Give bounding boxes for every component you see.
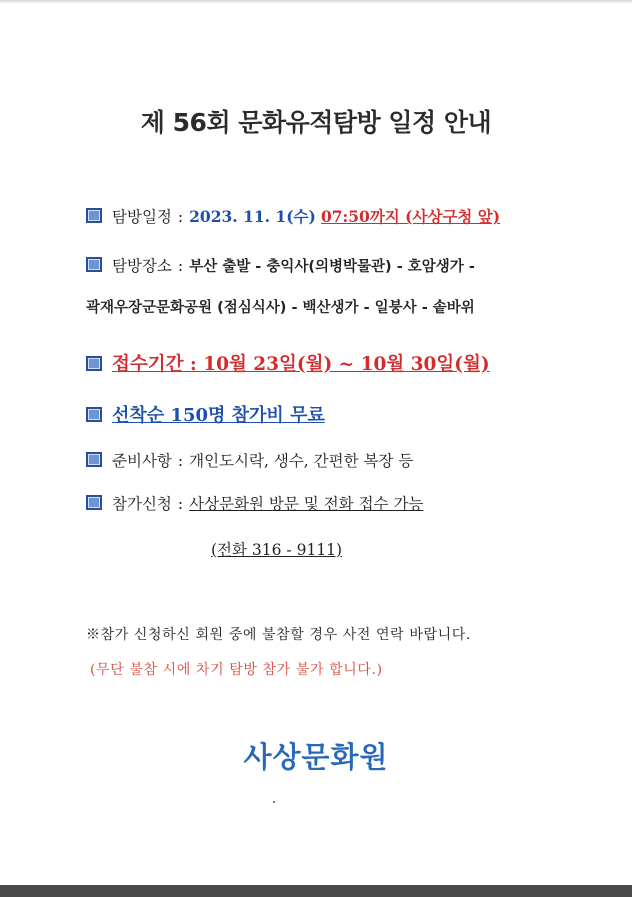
apply-colon: : — [177, 495, 184, 513]
apply-phone: (전화 316 - 9111) — [211, 541, 343, 559]
square-bullet-icon — [86, 495, 102, 510]
square-bullet-icon — [86, 407, 102, 422]
page-title: 제 56회 문화유적탐방 일정 안내 — [140, 108, 492, 137]
first-come-notice: 선착순 150명 참가비 무료 — [112, 405, 325, 426]
apply-label: 참가신청 — [112, 495, 172, 513]
schedule-time: 07:50까지 (사상구청 앞) — [320, 207, 501, 226]
note-line-2: (무단 불참 시에 차기 탐방 참가 불가 합니다.) — [90, 662, 383, 678]
first-come-row — [86, 401, 325, 427]
place-colon: : — [177, 257, 184, 275]
prep-colon: : — [177, 452, 184, 470]
prep-label: 준비사항 — [112, 452, 172, 470]
schedule-date: 2023. 11. 1(수) — [189, 207, 316, 226]
note-line-1: ※참가 신청하신 회원 중에 불참할 경우 사전 연락 바랍니다. — [86, 627, 471, 643]
prep-value: 개인도시락, 생수, 간편한 복장 등 — [189, 452, 414, 470]
reception-row — [86, 350, 490, 376]
schedule-row — [86, 205, 500, 227]
place-row-continued — [86, 296, 475, 317]
square-bullet-icon — [86, 208, 102, 223]
schedule-label: 탐방일정 — [112, 208, 172, 226]
page-bottom-edge — [0, 885, 632, 897]
apply-row — [86, 492, 423, 514]
square-bullet-icon — [86, 356, 102, 371]
place-row — [86, 254, 475, 276]
reception-period: 접수기간 : 10월 23일(월) ~ 10월 30일(월) — [112, 354, 490, 375]
place-route-line1: 부산 출발 - 충익사(의병박물관) - 호암생가 - — [189, 259, 475, 275]
prep-row — [86, 449, 413, 471]
square-bullet-icon — [86, 452, 102, 467]
apply-phone-row — [211, 538, 342, 560]
organization-name: 사상문화원 — [243, 740, 389, 774]
place-route-line2: 곽재우장군문화공원 (점심식사) - 백산생가 - 일붕사 - 솥바위 — [86, 300, 475, 316]
stray-dot — [273, 801, 275, 803]
schedule-colon: : — [177, 208, 184, 226]
place-label: 탐방장소 — [112, 257, 172, 275]
apply-value: 사상문화원 방문 및 전화 접수 가능 — [189, 495, 424, 513]
square-bullet-icon — [86, 257, 102, 272]
